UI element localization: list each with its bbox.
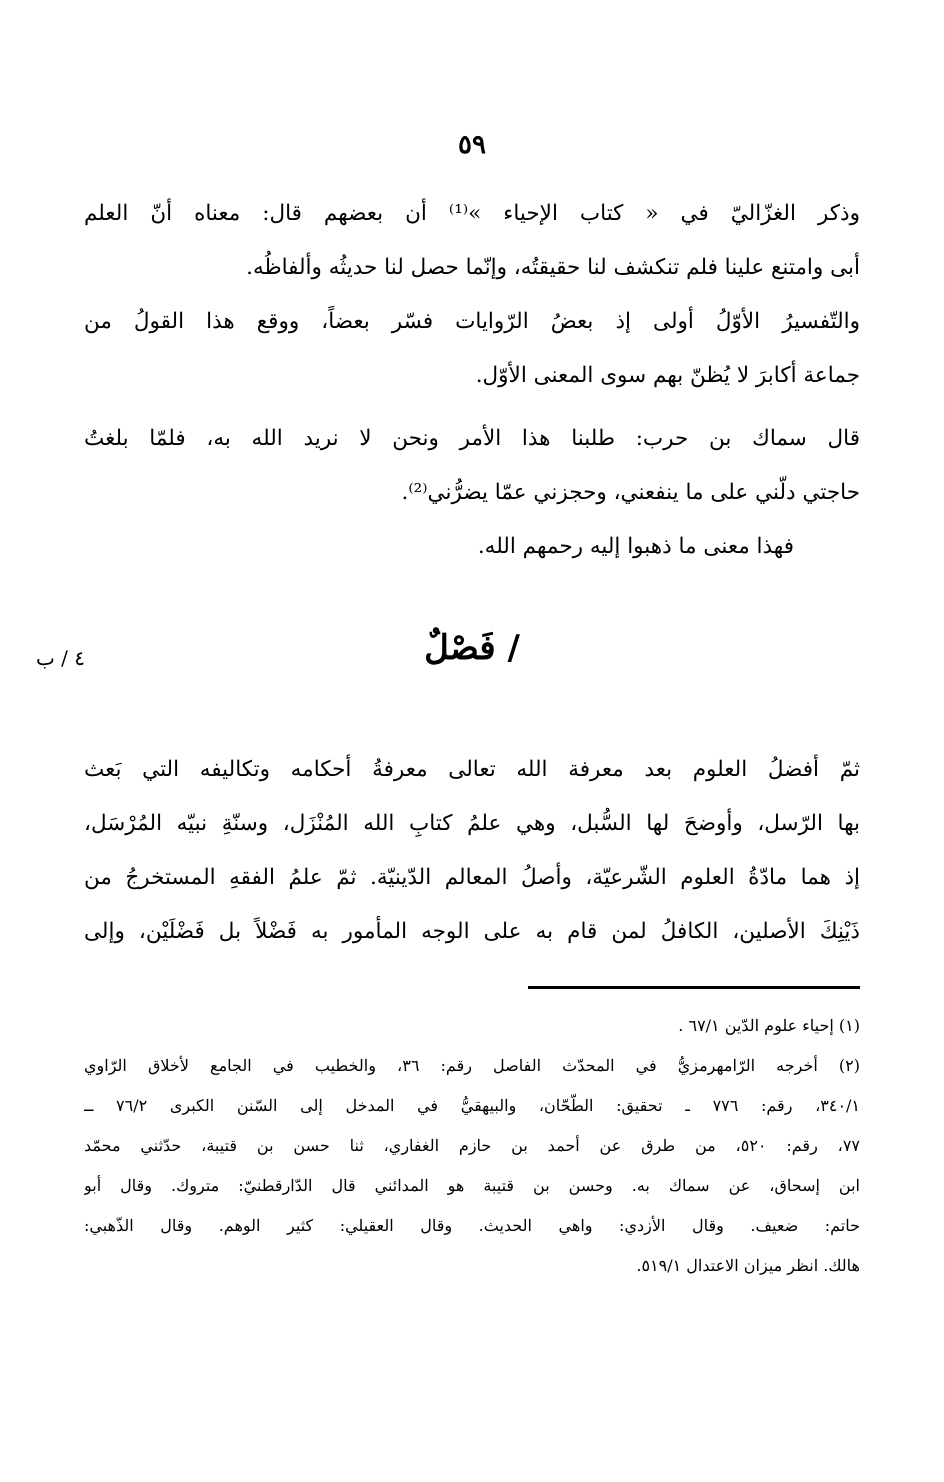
text-line: بها الرّسل، وأوضحَ لها السُّبل، وهي علمُ كتابِ الله المُنْزَل، وسنّةِ نبيّه المُرْسَل، [84,811,860,836]
body-paragraph [84,187,860,295]
footnote-line: حاتم: ضعيف. وقال الأزدي: واهي الحديث. وقال العقيلي: كثير الوهم. وقال الذّهبي: [84,1216,860,1235]
footnote-line: ٣٤٠/١، رقم: ٧٧٦ ـ تحقيق: الطّحّان، والبيهقيُّ في المدخل إلى السّنن الكبرى ٧٦/٢ ــ [84,1096,860,1115]
page-number: ٥٩ [458,130,486,160]
body-paragraph [94,520,794,574]
text-line: والتّفسيرُ الأوّلُ أولى إذ بعضُ الرّوايات فسّر بعضاً، ووقع هذا القولُ من [84,309,860,334]
body-paragraph [84,412,860,520]
body-paragraph [84,295,860,403]
text-line: قال سماك بن حرب: طلبنا هذا الأمر ونحن لا نريد الله به، فلمّا بلغتُ [84,426,860,451]
footnote-line: ابن إسحاق، عن سماك به. وحسن بن قتيبة هو المدائني قال الدّارقطنيّ: متروك. وقال أبو [84,1176,860,1195]
section-paragraph [84,743,860,959]
footnote-divider [528,986,860,989]
text-line: فهذا معنى ما ذهبوا إليه رحمهم الله. [477,534,794,559]
footnote-line: هالك. انظر ميزان الاعتدال ٥١٩/١. [636,1256,860,1275]
text-line: جماعة أكابرَ لا يُظنّ بهم سوى المعنى الأوّل. [475,363,860,388]
section-heading: / فَصْلٌ [424,628,520,668]
text-line: إذ هما مادّةُ العلوم الشّرعيّة، وأصلُ المعالم الدّينيّة. ثمّ علمُ الفقهِ المستخرجُ من [84,865,860,890]
footnote-1 [84,1006,860,1046]
footnote-line: (٢) أخرجه الرّامهرمزيُّ في المحدّث الفاصل رقم: ٣٦، والخطيب في الجامع لأخلاق الرّاوي [84,1056,860,1075]
text-line: ثمّ أفضلُ العلوم بعد معرفة الله تعالى معرفةُ أحكامه وتكاليفه التي بَعث [84,757,860,782]
footnote-line: (١) إحياء علوم الدّين ٦٧/١ . [678,1016,860,1035]
footnote-2 [84,1046,860,1286]
text-line: ذَيْنِكَ الأصلين، الكافلُ لمن قام به على الوجه المأمور به فَضْلاً بل فَضْلَيْن، وإلى [84,919,860,944]
folio-margin-note: ٤ / ب [36,646,86,670]
footnote-line: ٧٧، رقم: ٥٢٠، من طرق عن أحمد بن حازم الغفاري، ثنا حسن بن قتيبة، حدّثني محمّد [84,1136,860,1155]
text-line: حاجتي دلّني على ما ينفعني، وحجزني عمّا يضرُّني⁽²⁾. [401,480,860,505]
text-line: أبى وامتنع علينا فلم تنكشف لنا حقيقتُه، وإنّما حصل لنا حديثُه وألفاظُه. [246,255,860,280]
text-line: وذكر الغزّاليّ في « كتاب الإحياء »⁽¹⁾ أن بعضهم قال: معناه أنّ العلم [84,201,860,226]
